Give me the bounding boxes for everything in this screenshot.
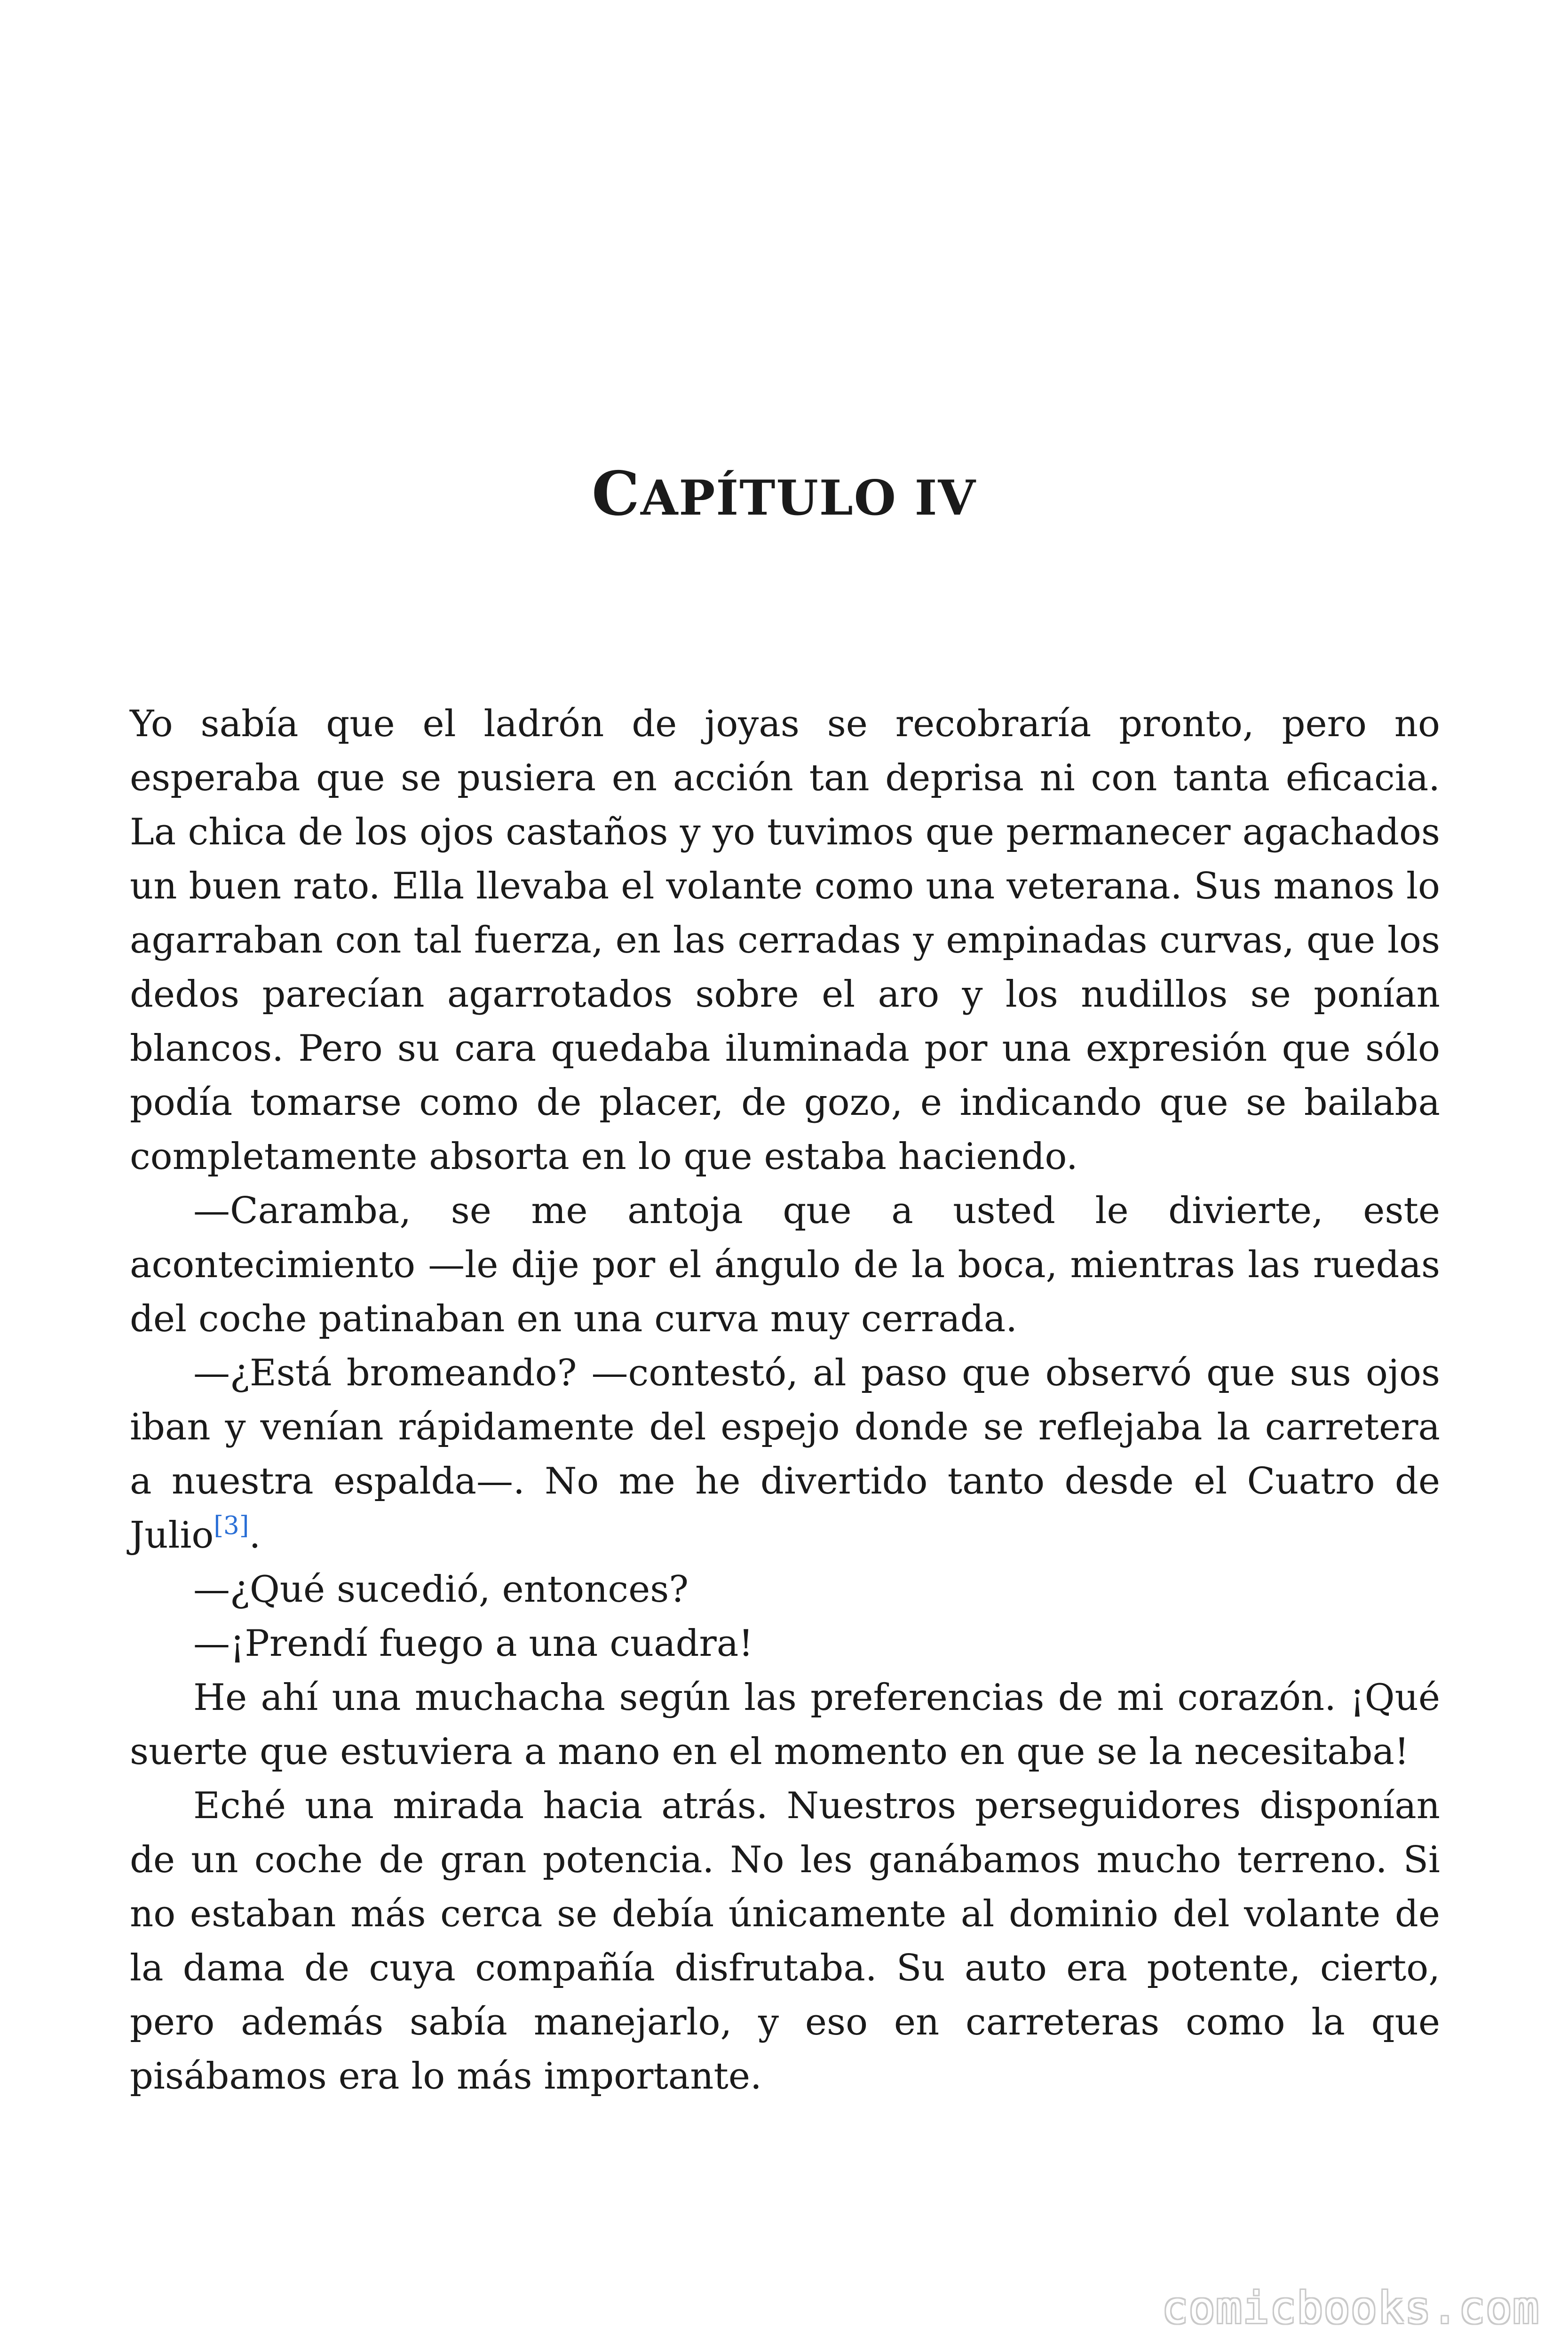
paragraph-3-end: .: [249, 1514, 261, 1557]
chapter-body: [130, 697, 1440, 2104]
paragraph-1: Yo sabía que el ladrón de joyas se recobraría pronto, pero no esperaba que se pusiera en acción tan deprisa ni con tanta eficacia. La chica de los ojos castaños y yo tuvimos que permanecer agachados un buen rato. Ella llevaba el volante como una veterana. Sus manos lo agarraban con tal fuerza, en las cerradas y empinadas curvas, que los dedos parecían agarrotados sobre el aro y los nudillos se ponían blancos. Pero su cara quedaba iluminada por una expresión que sólo podía tomarse como de placer, de gozo, e indicando que se bailaba completamente absorta en lo que estaba haciendo.: [130, 703, 1440, 1178]
site-watermark: comicbooks.com: [1162, 2283, 1540, 2333]
paragraph-3: [130, 1346, 1440, 1563]
paragraph-6: He ahí una muchacha según las preferencias de mi corazón. ¡Qué suerte que estuviera a mano en el momento en que se la necesitaba!: [130, 1677, 1440, 1773]
paragraph-4: —¿Qué sucedió, entonces?: [193, 1568, 689, 1611]
paragraph-2: —Caramba, se me antoja que a usted le divierte, este acontecimiento —le dije por el ángulo de la boca, mientras las ruedas del coche patinaban en una curva muy cerrada.: [130, 1190, 1440, 1340]
paragraph-5: —¡Prendí fuego a una cuadra!: [193, 1622, 753, 1665]
paragraph-3-text: —¿Está bromeando? —contestó, al paso que observó que sus ojos iban y venían rápidamente del espejo donde se reflejaba la carretera a nuestra espalda—. No me he divertido tanto desde el Cuatro de Julio: [130, 1352, 1440, 1557]
chapter-title-rest: APÍTULO IV: [640, 470, 976, 526]
paragraph-7: Eché una mirada hacia atrás. Nuestros perseguidores disponían de un coche de gran potencia. No les ganábamos mucho terreno. Si no estaban más cerca se debía únicamente al dominio del volante de la dama de cuya compañía disfrutaba. Su auto era potente, cierto, pero además sabía manejarlo, y eso en carreteras como la que pisábamos era lo más importante.: [130, 1785, 1440, 2098]
chapter-title-initial: C: [592, 459, 641, 529]
footnote-link-3[interactable]: [3]: [214, 1510, 249, 1540]
chapter-title: [0, 459, 1568, 529]
